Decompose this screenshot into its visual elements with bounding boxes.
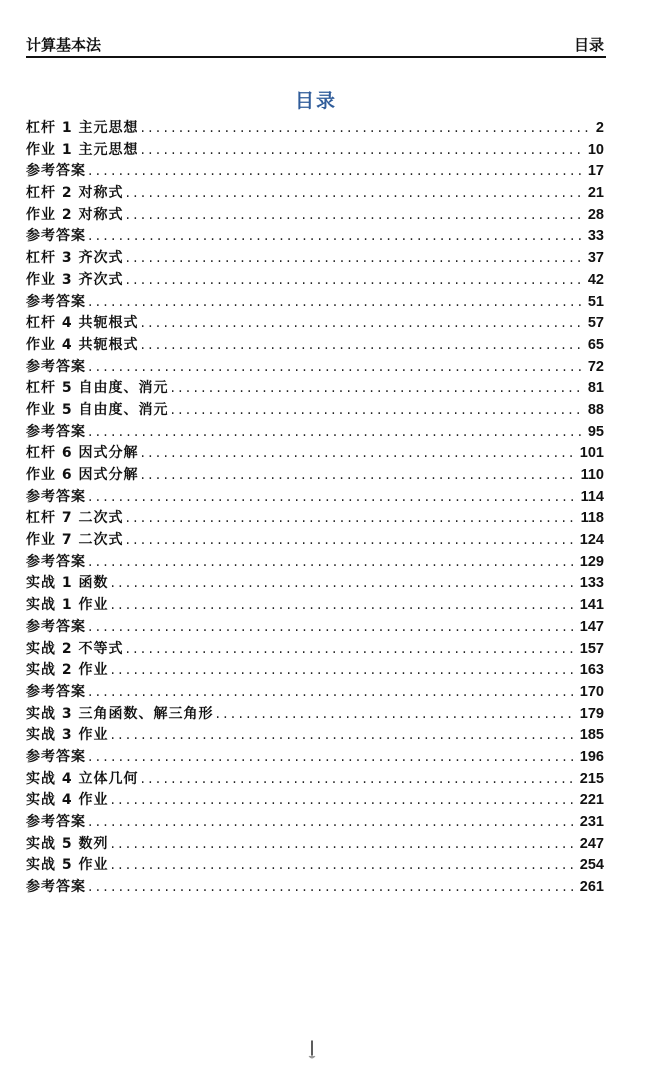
- toc-entry-page-number: 101: [579, 445, 604, 462]
- toc-entry[interactable]: [26, 855, 604, 877]
- header-section-title: 目录: [573, 36, 604, 54]
- toc-dot-leader: [141, 118, 592, 140]
- toc-entry-page-number: 254: [579, 857, 604, 874]
- toc-entry-page-number: 81: [587, 380, 604, 397]
- toc-entry-label: 实战 3 三角函数、解三角形: [26, 705, 214, 722]
- toc-dot-leader: [111, 855, 576, 877]
- toc-entry-page-number: 163: [579, 662, 604, 679]
- toc-dot-leader: [216, 704, 576, 726]
- toc-entry-label: 参考答案: [26, 879, 86, 896]
- toc-entry[interactable]: [26, 812, 604, 834]
- toc-entry-page-number: 179: [579, 705, 604, 722]
- toc-entry[interactable]: [26, 335, 604, 357]
- toc-entry-label: 杠杆 4 共轭根式: [26, 315, 139, 332]
- toc-dot-leader: [88, 877, 576, 899]
- toc-entry-page-number: 88: [587, 401, 604, 418]
- toc-entry-label: 作业 7 二次式: [26, 532, 124, 549]
- toc-entry[interactable]: [26, 465, 604, 487]
- toc-entry-label: 参考答案: [26, 293, 86, 310]
- toc-entry-page-number: 42: [587, 271, 604, 288]
- toc-entry-page-number: 118: [580, 510, 604, 527]
- toc-entry-page-number: 2: [595, 120, 604, 136]
- toc-entry-label: 杠杆 3 齐次式: [26, 250, 124, 267]
- toc-entry-label: 实战 5 作业: [26, 857, 109, 874]
- toc-entry-label: 实战 4 作业: [26, 792, 109, 809]
- toc-entry[interactable]: [26, 140, 604, 162]
- toc-entry-page-number: 114: [580, 488, 604, 505]
- cursor-mark-icon: [304, 1040, 320, 1060]
- toc-entry[interactable]: [26, 183, 604, 205]
- toc-entry-page-number: 133: [579, 575, 604, 592]
- toc-entry-page-number: 247: [579, 835, 604, 852]
- toc-dot-leader: [88, 552, 576, 574]
- toc-entry-page-number: 33: [587, 228, 604, 245]
- toc-entry-label: 杠杆 2 对称式: [26, 185, 124, 202]
- toc-entry-label: 实战 3 作业: [26, 727, 109, 744]
- toc-entry[interactable]: [26, 704, 604, 726]
- toc-entry[interactable]: [26, 422, 604, 444]
- toc-dot-leader: [88, 682, 576, 704]
- toc-entry[interactable]: [26, 270, 604, 292]
- toc-title: 目录: [294, 90, 337, 112]
- toc-entry-page-number: 129: [579, 553, 604, 570]
- toc-entry-label: 作业 2 对称式: [26, 206, 124, 223]
- toc-dot-leader: [126, 270, 584, 292]
- toc-dot-leader: [141, 465, 577, 487]
- toc-entry-page-number: 65: [587, 336, 604, 353]
- toc-entry[interactable]: [26, 834, 604, 856]
- toc-entry-page-number: 147: [579, 618, 604, 635]
- toc-entry[interactable]: [26, 205, 604, 227]
- toc-entry[interactable]: [26, 552, 604, 574]
- toc-entry-label: 参考答案: [26, 814, 86, 830]
- toc-entry-label: 作业 4 共轭根式: [26, 336, 139, 353]
- toc-dot-leader: [88, 161, 584, 183]
- toc-entry-page-number: 17: [587, 163, 604, 180]
- toc-entry-label: 参考答案: [26, 163, 86, 180]
- toc-dot-leader: [126, 183, 584, 205]
- toc-entry-label: 实战 1 函数: [26, 575, 109, 592]
- toc-entry[interactable]: [26, 226, 604, 248]
- toc-entry-label: 作业 6 因式分解: [26, 467, 139, 483]
- table-of-contents: [26, 118, 604, 899]
- toc-entry[interactable]: [26, 595, 604, 617]
- toc-entry-page-number: 51: [587, 293, 604, 310]
- toc-dot-leader: [111, 725, 576, 747]
- toc-entry-page-number: 215: [579, 770, 604, 787]
- toc-entry-label: 参考答案: [26, 358, 86, 375]
- toc-dot-leader: [171, 400, 584, 422]
- toc-entry-label: 杠杆 6 因式分解: [26, 445, 139, 462]
- toc-dot-leader: [111, 660, 576, 682]
- toc-entry-label: 参考答案: [26, 423, 86, 440]
- toc-dot-leader: [141, 769, 576, 791]
- toc-dot-leader: [126, 205, 584, 227]
- toc-entry-label: 参考答案: [26, 228, 86, 245]
- toc-entry[interactable]: [26, 725, 604, 747]
- toc-entry-page-number: 110: [580, 467, 604, 483]
- toc-entry[interactable]: [26, 313, 604, 335]
- toc-dot-leader: [171, 378, 584, 400]
- toc-entry-label: 作业 3 齐次式: [26, 271, 124, 288]
- toc-entry-page-number: 141: [579, 597, 604, 614]
- toc-entry[interactable]: [26, 443, 604, 465]
- toc-dot-leader: [141, 443, 576, 465]
- toc-entry[interactable]: [26, 660, 604, 682]
- toc-entry-page-number: 21: [587, 185, 604, 202]
- toc-dot-leader: [141, 335, 584, 357]
- toc-entry[interactable]: [26, 118, 604, 140]
- toc-entry-page-number: 37: [587, 250, 604, 267]
- toc-entry[interactable]: [26, 747, 604, 769]
- toc-entry[interactable]: [26, 682, 604, 704]
- toc-dot-leader: [88, 487, 577, 509]
- toc-entry-page-number: 124: [579, 532, 604, 549]
- toc-entry[interactable]: [26, 769, 604, 791]
- toc-entry-page-number: 10: [587, 141, 604, 158]
- toc-entry[interactable]: [26, 877, 604, 899]
- toc-entry[interactable]: [26, 357, 604, 379]
- toc-entry-label: 实战 1 作业: [26, 597, 109, 614]
- toc-entry-label: 实战 5 数列: [26, 835, 109, 852]
- toc-dot-leader: [88, 226, 584, 248]
- toc-dot-leader: [141, 313, 584, 335]
- toc-entry[interactable]: [26, 573, 604, 595]
- toc-entry[interactable]: [26, 508, 604, 530]
- toc-entry-page-number: 95: [587, 423, 604, 440]
- toc-entry-label: 杠杆 7 二次式: [26, 510, 124, 527]
- toc-entry-label: 参考答案: [26, 748, 86, 765]
- toc-entry-page-number: 72: [587, 358, 604, 375]
- toc-entry[interactable]: [26, 530, 604, 552]
- toc-dot-leader: [141, 140, 584, 162]
- toc-entry-label: 参考答案: [26, 553, 86, 570]
- toc-entry[interactable]: [26, 400, 604, 422]
- toc-dot-leader: [126, 508, 577, 530]
- toc-entry-label: 杠杆 5 自由度、消元: [26, 380, 169, 397]
- toc-entry-page-number: 231: [579, 814, 604, 830]
- toc-entry-label: 作业 1 主元思想: [26, 141, 139, 158]
- toc-entry-page-number: 261: [579, 879, 604, 896]
- toc-entry[interactable]: [26, 790, 604, 812]
- toc-dot-leader: [88, 747, 576, 769]
- toc-entry-page-number: 157: [579, 640, 604, 657]
- toc-entry[interactable]: [26, 292, 604, 314]
- toc-dot-leader: [88, 812, 576, 834]
- toc-entry-label: 实战 2 不等式: [26, 640, 124, 657]
- toc-dot-leader: [88, 357, 584, 379]
- toc-dot-leader: [111, 790, 576, 812]
- toc-entry-label: 参考答案: [26, 488, 86, 505]
- toc-entry-page-number: 185: [579, 727, 604, 744]
- toc-entry-label: 杠杆 1 主元思想: [26, 120, 139, 136]
- toc-entry[interactable]: [26, 639, 604, 661]
- toc-entry-label: 作业 5 自由度、消元: [26, 401, 169, 418]
- toc-dot-leader: [126, 530, 576, 552]
- toc-entry-label: 参考答案: [26, 618, 86, 635]
- toc-entry-label: 实战 4 立体几何: [26, 770, 139, 787]
- toc-entry[interactable]: [26, 378, 604, 400]
- toc-entry[interactable]: [26, 248, 604, 270]
- toc-entry-page-number: 57: [587, 315, 604, 332]
- toc-dot-leader: [111, 834, 576, 856]
- toc-entry-label: 实战 2 作业: [26, 662, 109, 679]
- toc-entry[interactable]: [26, 161, 604, 183]
- toc-entry[interactable]: [26, 487, 604, 509]
- toc-dot-leader: [111, 573, 576, 595]
- toc-entry-page-number: 170: [579, 683, 604, 700]
- toc-dot-leader: [88, 292, 584, 314]
- running-header: [26, 36, 606, 58]
- toc-entry-page-number: 221: [579, 792, 604, 809]
- toc-dot-leader: [88, 617, 576, 639]
- toc-entry-page-number: 28: [587, 206, 604, 223]
- toc-dot-leader: [126, 248, 584, 270]
- toc-entry-label: 参考答案: [26, 683, 86, 700]
- toc-dot-leader: [111, 595, 576, 617]
- header-book-title: 计算基本法: [26, 36, 102, 54]
- toc-entry-page-number: 196: [579, 748, 604, 765]
- toc-entry[interactable]: [26, 617, 604, 639]
- toc-dot-leader: [88, 422, 584, 444]
- toc-dot-leader: [126, 639, 576, 661]
